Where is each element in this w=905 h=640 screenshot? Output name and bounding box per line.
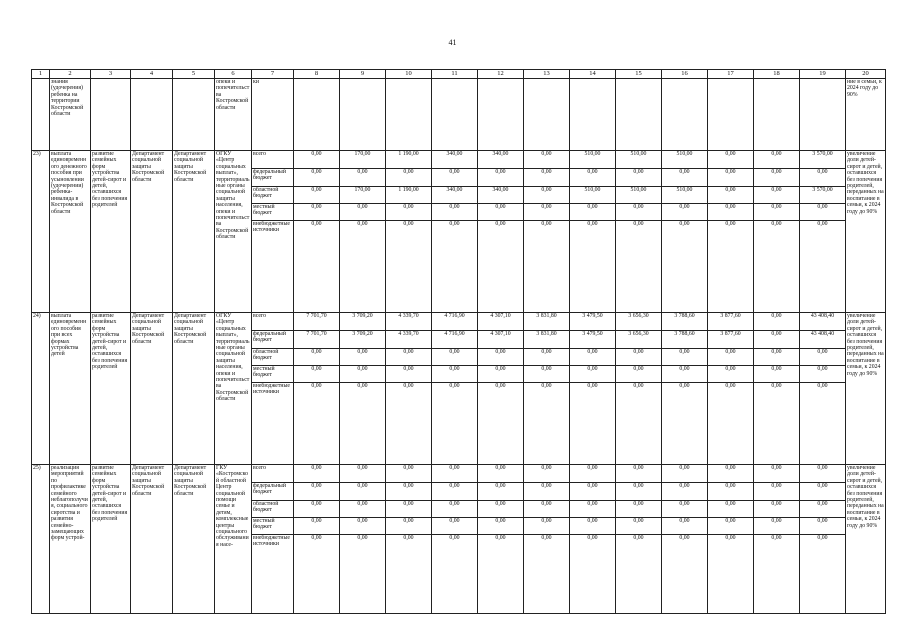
amount-cell: 0,00 (800, 204, 846, 221)
amount-cell: 0,00 (754, 169, 800, 187)
amount-cell: 0,00 (616, 518, 662, 535)
funding-source: всего (252, 151, 294, 169)
amount-cell: 0,00 (294, 383, 340, 465)
amount-cell: 3 788,60 (662, 331, 708, 349)
funding-source: местный бюджет (252, 518, 294, 535)
header-cell: 8 (294, 70, 340, 79)
item-goal: развитие семейных форм устройства детей-сирот и детей, оставшихся без попечения родителей (91, 313, 131, 465)
funding-source: федеральный бюджет (252, 483, 294, 501)
amount-cell: 0,00 (616, 501, 662, 518)
amount-cell: 0,00 (386, 169, 432, 187)
continued-name: знания (удочерения) ребенка на территории Костромской области (50, 79, 91, 151)
amount-cell: 3 570,00 (800, 151, 846, 169)
amount-cell: 0,00 (754, 366, 800, 383)
funding-source: федеральный бюджет (252, 169, 294, 187)
amount-cell: 510,00 (662, 151, 708, 169)
amount-cell: 1 190,00 (386, 187, 432, 204)
item-result: увеличение доли детей-сирот и детей, оставшихся без попечения родителей, переданных на воспитание в семьи, к 2024 году до 90% (846, 313, 886, 465)
amount-cell: 0,00 (524, 151, 570, 169)
amount-cell: 0,00 (340, 221, 386, 313)
amount-cell: 0,00 (570, 169, 616, 187)
amount-cell: 0,00 (708, 204, 754, 221)
header-cell: 19 (800, 70, 846, 79)
amount-cell: 0,00 (386, 483, 432, 501)
amount-cell: 0,00 (294, 204, 340, 221)
item-goal: развитие семейных форм устройства детей-сирот и детей, оставшихся без попечения родителей (91, 151, 131, 313)
amount-cell: 0,00 (524, 187, 570, 204)
amount-cell: 0,00 (662, 383, 708, 465)
funding-source: федеральный бюджет (252, 331, 294, 349)
amount-cell: 4 339,70 (386, 331, 432, 349)
amount-cell: 7 701,70 (294, 331, 340, 349)
header-cell: 10 (386, 70, 432, 79)
amount-cell: 0,00 (340, 383, 386, 465)
amount-cell: 4 307,10 (478, 331, 524, 349)
item-executor: ОГКУ «Центр социальных выплат», территориальные органы социальной защиты населения, опеки и попечительства Костромской области (215, 313, 252, 465)
header-cell: 9 (340, 70, 386, 79)
amount-cell: 0,00 (294, 483, 340, 501)
amount-cell: 0,00 (524, 535, 570, 614)
amount-cell: 0,00 (432, 204, 478, 221)
header-cell: 15 (616, 70, 662, 79)
amount-cell: 3 709,20 (340, 313, 386, 331)
amount-cell: 0,00 (616, 349, 662, 366)
amount-cell: 0,00 (478, 383, 524, 465)
amount-cell: 0,00 (570, 465, 616, 483)
amount-cell: 3 656,30 (616, 331, 662, 349)
amount-cell: 0,00 (386, 349, 432, 366)
amount-cell: 0,00 (432, 366, 478, 383)
amount-cell: 0,00 (524, 366, 570, 383)
amount-cell: 7 701,70 (294, 313, 340, 331)
amount-cell: 0,00 (754, 501, 800, 518)
amount-cell: 0,00 (754, 483, 800, 501)
item-result: увеличение доли детей-сирот и детей, оставшихся без попечения родителей, переданных на воспитание в семьи, к 2024 году до 90% (846, 151, 886, 313)
amount-cell: 0,00 (478, 501, 524, 518)
amount-cell: 0,00 (800, 221, 846, 313)
amount-cell: 4 307,10 (478, 313, 524, 331)
amount-cell: 0,00 (524, 383, 570, 465)
amount-cell: 0,00 (800, 383, 846, 465)
continuation-row (32, 79, 886, 151)
amount-cell: 340,00 (478, 151, 524, 169)
amount-cell: 0,00 (708, 169, 754, 187)
amount-cell: 0,00 (662, 465, 708, 483)
item-responsible: Департамент социальной защиты Костромской области (131, 151, 173, 313)
amount-cell: 0,00 (432, 169, 478, 187)
amount-cell: 0,00 (570, 501, 616, 518)
amount-cell: 0,00 (340, 483, 386, 501)
amount-cell: 0,00 (570, 221, 616, 313)
header-cell: 6 (215, 70, 252, 79)
amount-cell: 0,00 (616, 483, 662, 501)
item-coexecutor: Департамент социальной защиты Костромской области (173, 465, 215, 614)
header-cell: 13 (524, 70, 570, 79)
funding-source: местный бюджет (252, 366, 294, 383)
funding-source: местный бюджет (252, 204, 294, 221)
amount-cell: 0,00 (432, 535, 478, 614)
amount-cell: 510,00 (570, 187, 616, 204)
header-cell: 5 (173, 70, 215, 79)
item-name: выплата единовременного денежного пособия при усыновлении (удочерении) ребенка-инвалида в Костромской области (50, 151, 91, 313)
funding-source: внебюджетные источники (252, 221, 294, 313)
header-cell: 18 (754, 70, 800, 79)
amount-cell: 0,00 (662, 204, 708, 221)
amount-cell: 0,00 (294, 169, 340, 187)
amount-cell: 0,00 (386, 518, 432, 535)
amount-cell: 0,00 (386, 366, 432, 383)
table-row (32, 313, 886, 331)
amount-cell: 170,00 (340, 151, 386, 169)
header-cell: 7 (252, 70, 294, 79)
amount-cell: 0,00 (340, 349, 386, 366)
amount-cell: 0,00 (708, 483, 754, 501)
table-row (32, 465, 886, 483)
amount-cell: 1 190,00 (386, 151, 432, 169)
amount-cell: 43 408,40 (800, 331, 846, 349)
amount-cell: 0,00 (524, 221, 570, 313)
amount-cell: 0,00 (294, 518, 340, 535)
item-result: увеличение доли детей-сирот и детей, оставшихся без попечения родителей, переданных на воспитание в семьи, к 2024 году до 90% (846, 465, 886, 614)
amount-cell: 0,00 (662, 366, 708, 383)
amount-cell: 0,00 (754, 313, 800, 331)
header-cell: 3 (91, 70, 131, 79)
amount-cell: 0,00 (432, 501, 478, 518)
amount-cell: 0,00 (662, 501, 708, 518)
amount-cell: 340,00 (432, 151, 478, 169)
amount-cell: 0,00 (662, 518, 708, 535)
item-name: реализация мероприятий по профилактике семейного неблагополучия, социального сиротства и развития семейно-замещающих форм устрой- (50, 465, 91, 614)
amount-cell: 0,00 (708, 187, 754, 204)
item-number: 24) (32, 313, 50, 465)
item-name: выплата единовременного пособия при всех формах устройства детей (50, 313, 91, 465)
amount-cell: 4 339,70 (386, 313, 432, 331)
amount-cell: 3 877,60 (708, 331, 754, 349)
amount-cell: 0,00 (294, 349, 340, 366)
continued-executor: опеки и попечительства Костромской области (215, 79, 252, 151)
amount-cell: 0,00 (386, 535, 432, 614)
amount-cell: 0,00 (570, 383, 616, 465)
amount-cell: 0,00 (754, 151, 800, 169)
amount-cell: 170,00 (340, 187, 386, 204)
amount-cell: 0,00 (662, 349, 708, 366)
amount-cell: 510,00 (570, 151, 616, 169)
header-cell: 14 (570, 70, 616, 79)
continued-result: ние в семьи, к 2024 году до 90% (846, 79, 886, 151)
amount-cell: 0,00 (432, 518, 478, 535)
amount-cell: 0,00 (800, 518, 846, 535)
amount-cell: 0,00 (570, 349, 616, 366)
amount-cell: 0,00 (524, 483, 570, 501)
amount-cell: 43 408,40 (800, 313, 846, 331)
amount-cell: 0,00 (478, 465, 524, 483)
amount-cell: 3 831,80 (524, 331, 570, 349)
amount-cell: 0,00 (754, 518, 800, 535)
funding-source: областной бюджет (252, 501, 294, 518)
item-goal: развитие семейных форм устройства детей-сирот и детей, оставшихся без попечения родителей (91, 465, 131, 614)
amount-cell: 0,00 (294, 151, 340, 169)
amount-cell: 0,00 (616, 169, 662, 187)
continued-source: ки (252, 79, 294, 151)
amount-cell: 0,00 (708, 465, 754, 483)
funding-source: областной бюджет (252, 349, 294, 366)
amount-cell: 3 709,20 (340, 331, 386, 349)
amount-cell: 3 479,50 (570, 313, 616, 331)
amount-cell: 0,00 (432, 349, 478, 366)
amount-cell: 0,00 (432, 221, 478, 313)
amount-cell: 0,00 (432, 465, 478, 483)
amount-cell: 3 877,60 (708, 313, 754, 331)
item-executor: ОГКУ «Центр социальных выплат», территориальные органы социальной защиты населения, опеки и попечительства Костромской области (215, 151, 252, 313)
amount-cell: 0,00 (616, 383, 662, 465)
amount-cell: 0,00 (294, 187, 340, 204)
item-coexecutor: Департамент социальной защиты Костромской области (173, 313, 215, 465)
table-row (32, 151, 886, 169)
amount-cell: 0,00 (662, 535, 708, 614)
amount-cell: 0,00 (478, 518, 524, 535)
amount-cell: 0,00 (662, 221, 708, 313)
amount-cell: 0,00 (754, 535, 800, 614)
amount-cell: 4 716,90 (432, 313, 478, 331)
amount-cell: 0,00 (800, 465, 846, 483)
header-cell: 20 (846, 70, 886, 79)
amount-cell: 0,00 (386, 465, 432, 483)
amount-cell: 3 570,00 (800, 187, 846, 204)
amount-cell: 0,00 (432, 483, 478, 501)
amount-cell: 0,00 (340, 169, 386, 187)
amount-cell: 0,00 (662, 169, 708, 187)
header-row (32, 70, 886, 79)
amount-cell: 0,00 (616, 221, 662, 313)
amount-cell: 0,00 (340, 518, 386, 535)
amount-cell: 0,00 (708, 535, 754, 614)
header-cell: 17 (708, 70, 754, 79)
amount-cell: 0,00 (616, 366, 662, 383)
item-responsible: Департамент социальной защиты Костромской области (131, 313, 173, 465)
amount-cell: 0,00 (524, 349, 570, 366)
amount-cell: 0,00 (524, 169, 570, 187)
amount-cell: 3 788,60 (662, 313, 708, 331)
amount-cell: 0,00 (478, 349, 524, 366)
amount-cell: 0,00 (754, 465, 800, 483)
amount-cell: 3 479,50 (570, 331, 616, 349)
header-cell: 12 (478, 70, 524, 79)
amount-cell: 0,00 (754, 383, 800, 465)
amount-cell: 0,00 (340, 535, 386, 614)
amount-cell: 0,00 (570, 204, 616, 221)
funding-source: всего (252, 465, 294, 483)
amount-cell: 0,00 (570, 518, 616, 535)
funding-source: областной бюджет (252, 187, 294, 204)
amount-cell: 0,00 (754, 187, 800, 204)
amount-cell: 0,00 (708, 151, 754, 169)
header-cell: 2 (50, 70, 91, 79)
funding-source: внебюджетные источники (252, 535, 294, 614)
amount-cell: 0,00 (478, 535, 524, 614)
header-cell: 11 (432, 70, 478, 79)
amount-cell: 0,00 (524, 465, 570, 483)
amount-cell: 0,00 (570, 483, 616, 501)
amount-cell: 0,00 (524, 204, 570, 221)
header-cell: 16 (662, 70, 708, 79)
header-cell: 4 (131, 70, 173, 79)
amount-cell: 3 656,30 (616, 313, 662, 331)
amount-cell: 0,00 (478, 169, 524, 187)
amount-cell: 0,00 (294, 465, 340, 483)
item-number: 23) (32, 151, 50, 313)
amount-cell: 0,00 (708, 501, 754, 518)
item-executor: ГКУ «Костромской областной Центр социальной помощи семье и детям, комплексные центры социального обслуживания насе- (215, 465, 252, 614)
amount-cell: 0,00 (294, 221, 340, 313)
amount-cell: 0,00 (800, 483, 846, 501)
amount-cell: 0,00 (800, 366, 846, 383)
amount-cell: 0,00 (294, 535, 340, 614)
amount-cell: 0,00 (708, 366, 754, 383)
amount-cell: 0,00 (708, 383, 754, 465)
amount-cell: 0,00 (616, 204, 662, 221)
amount-cell: 0,00 (478, 366, 524, 383)
funding-source: внебюджетные источники (252, 383, 294, 465)
amount-cell: 0,00 (708, 518, 754, 535)
page-number: 41 (448, 38, 457, 47)
amount-cell: 0,00 (386, 383, 432, 465)
amount-cell: 0,00 (754, 221, 800, 313)
amount-cell: 0,00 (754, 349, 800, 366)
program-table (31, 69, 886, 614)
amount-cell: 0,00 (340, 501, 386, 518)
amount-cell: 0,00 (386, 501, 432, 518)
amount-cell: 0,00 (754, 204, 800, 221)
amount-cell: 4 716,90 (432, 331, 478, 349)
amount-cell: 0,00 (478, 483, 524, 501)
amount-cell: 0,00 (524, 501, 570, 518)
amount-cell: 0,00 (432, 383, 478, 465)
amount-cell: 0,00 (570, 366, 616, 383)
amount-cell: 0,00 (294, 501, 340, 518)
amount-cell: 0,00 (708, 221, 754, 313)
amount-cell: 0,00 (340, 366, 386, 383)
item-responsible: Департамент социальной защиты Костромской области (131, 465, 173, 614)
amount-cell: 0,00 (800, 349, 846, 366)
amount-cell: 510,00 (616, 151, 662, 169)
amount-cell: 0,00 (800, 501, 846, 518)
amount-cell: 0,00 (340, 204, 386, 221)
amount-cell: 340,00 (432, 187, 478, 204)
item-coexecutor: Департамент социальной защиты Костромской области (173, 151, 215, 313)
amount-cell: 0,00 (754, 331, 800, 349)
amount-cell: 0,00 (386, 204, 432, 221)
amount-cell: 0,00 (570, 535, 616, 614)
amount-cell: 0,00 (800, 169, 846, 187)
amount-cell: 0,00 (386, 221, 432, 313)
amount-cell: 0,00 (708, 349, 754, 366)
amount-cell: 0,00 (524, 518, 570, 535)
amount-cell: 0,00 (340, 465, 386, 483)
amount-cell: 510,00 (616, 187, 662, 204)
amount-cell: 0,00 (294, 366, 340, 383)
amount-cell: 0,00 (616, 535, 662, 614)
funding-source: всего (252, 313, 294, 331)
amount-cell: 510,00 (662, 187, 708, 204)
amount-cell: 0,00 (662, 483, 708, 501)
amount-cell: 3 831,80 (524, 313, 570, 331)
amount-cell: 0,00 (800, 535, 846, 614)
amount-cell: 0,00 (478, 221, 524, 313)
amount-cell: 0,00 (478, 204, 524, 221)
amount-cell: 0,00 (616, 465, 662, 483)
amount-cell: 340,00 (478, 187, 524, 204)
item-number: 25) (32, 465, 50, 614)
header-cell: 1 (32, 70, 50, 79)
